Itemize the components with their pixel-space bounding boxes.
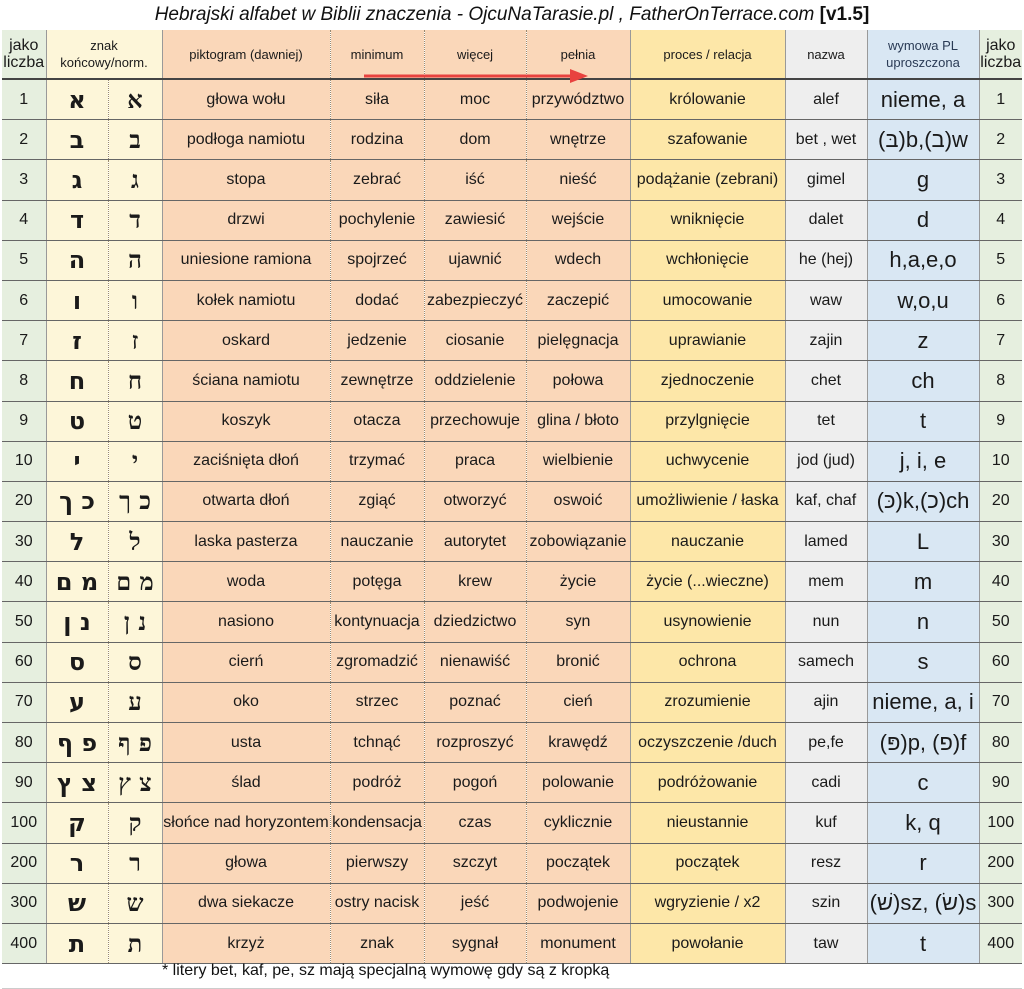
row-minimum: potęga (330, 562, 424, 602)
row-letter-normal: ג (108, 160, 162, 200)
row-number-right: 60 (979, 642, 1022, 682)
row-minimum: dodać (330, 280, 424, 320)
row-process: życie (...wieczne) (630, 562, 785, 602)
row-process: powołanie (630, 923, 785, 963)
row-letter-normal: ק (108, 803, 162, 843)
row-full: pielęgnacja (526, 321, 630, 361)
row-pronunciation: h,a,e,o (867, 240, 979, 280)
row-number-right: 2 (979, 120, 1022, 160)
row-more: praca (424, 441, 526, 481)
header-minimum: minimum (330, 30, 424, 79)
row-letter-final: ע (46, 682, 108, 722)
row-pronunciation: g (867, 160, 979, 200)
row-pronunciation: s (867, 642, 979, 682)
row-letter-final: א (46, 79, 108, 120)
table-row (2, 723, 1022, 763)
row-name: kuf (785, 803, 867, 843)
row-letter-final: ש (46, 883, 108, 923)
row-minimum: spojrzeć (330, 240, 424, 280)
table-row (2, 120, 1022, 160)
row-letter-final: ח (46, 361, 108, 401)
row-more: sygnał (424, 923, 526, 963)
row-number-right: 4 (979, 200, 1022, 240)
row-name: dalet (785, 200, 867, 240)
row-full: oswoić (526, 481, 630, 521)
row-process: nauczanie (630, 522, 785, 562)
row-name: taw (785, 923, 867, 963)
row-minimum: kontynuacja (330, 602, 424, 642)
table-row (2, 642, 1022, 682)
row-minimum: nauczanie (330, 522, 424, 562)
row-pictogram: uniesione ramiona (162, 240, 330, 280)
row-number: 5 (2, 240, 46, 280)
table-row (2, 562, 1022, 602)
row-pronunciation: L (867, 522, 979, 562)
row-process: wchłonięcie (630, 240, 785, 280)
row-minimum: pochylenie (330, 200, 424, 240)
row-name: mem (785, 562, 867, 602)
row-number: 60 (2, 642, 46, 682)
header-num-right: jako liczba (979, 30, 1022, 79)
row-name: tet (785, 401, 867, 441)
table-row (2, 843, 1022, 883)
row-more: ujawnić (424, 240, 526, 280)
row-pronunciation: n (867, 602, 979, 642)
row-name: gimel (785, 160, 867, 200)
row-pictogram: zaciśnięta dłoń (162, 441, 330, 481)
table-row (2, 602, 1022, 642)
row-more: krew (424, 562, 526, 602)
row-number: 9 (2, 401, 46, 441)
row-full: zobowiązanie (526, 522, 630, 562)
row-minimum: jedzenie (330, 321, 424, 361)
row-minimum: siła (330, 79, 424, 120)
table-row (2, 883, 1022, 923)
row-minimum: zebrać (330, 160, 424, 200)
row-letter-normal: ר (108, 843, 162, 883)
row-number-right: 20 (979, 481, 1022, 521)
row-number-right: 5 (979, 240, 1022, 280)
row-pronunciation: z (867, 321, 979, 361)
row-letter-final: כ ך (46, 481, 108, 521)
header-more: więcej (424, 30, 526, 79)
row-name: pe,fe (785, 723, 867, 763)
footnote: * litery bet, kaf, pe, sz mają specjalną wymowę gdy są z kropką (162, 962, 610, 979)
row-letter-normal: ת (108, 923, 162, 963)
row-letter-normal: ו (108, 280, 162, 320)
row-pictogram: otwarta dłoń (162, 481, 330, 521)
row-pronunciation: m (867, 562, 979, 602)
header-name: nazwa (785, 30, 867, 79)
row-more: oddzielenie (424, 361, 526, 401)
row-pronunciation: c (867, 763, 979, 803)
row-process: wniknięcie (630, 200, 785, 240)
row-number: 70 (2, 682, 46, 722)
row-number: 30 (2, 522, 46, 562)
row-letter-final: נ ן (46, 602, 108, 642)
row-name: resz (785, 843, 867, 883)
header-letters: znak końcowy/norm. (46, 30, 162, 79)
row-number: 10 (2, 441, 46, 481)
table-row (2, 481, 1022, 521)
table-row (2, 401, 1022, 441)
row-pronunciation: t (867, 923, 979, 963)
row-full: cień (526, 682, 630, 722)
row-letter-final: מ ם (46, 562, 108, 602)
row-full: wnętrze (526, 120, 630, 160)
row-letter-normal: א (108, 79, 162, 120)
row-number: 4 (2, 200, 46, 240)
row-name: lamed (785, 522, 867, 562)
row-number-right: 100 (979, 803, 1022, 843)
row-name: ajin (785, 682, 867, 722)
title-version: [v1.5] (819, 4, 870, 25)
header-full: pełnia (526, 30, 630, 79)
row-letter-final: ט (46, 401, 108, 441)
row-full: wdech (526, 240, 630, 280)
alphabet-table (2, 30, 1022, 964)
row-number: 80 (2, 723, 46, 763)
header-pronunciation: wymowa PL uproszczona (867, 30, 979, 79)
table-row (2, 803, 1022, 843)
row-pronunciation: t (867, 401, 979, 441)
row-pictogram: kołek namiotu (162, 280, 330, 320)
row-more: poznać (424, 682, 526, 722)
row-number-right: 10 (979, 441, 1022, 481)
row-minimum: strzec (330, 682, 424, 722)
row-number-right: 1 (979, 79, 1022, 120)
row-process: początek (630, 843, 785, 883)
row-pronunciation: j, i, e (867, 441, 979, 481)
row-full: bronić (526, 642, 630, 682)
table-row (2, 522, 1022, 562)
row-more: dom (424, 120, 526, 160)
row-letter-normal: ח (108, 361, 162, 401)
row-pictogram: usta (162, 723, 330, 763)
row-number: 20 (2, 481, 46, 521)
row-pictogram: drzwi (162, 200, 330, 240)
row-process: królowanie (630, 79, 785, 120)
row-name: waw (785, 280, 867, 320)
row-process: zrozumienie (630, 682, 785, 722)
row-letter-final: ר (46, 843, 108, 883)
row-full: syn (526, 602, 630, 642)
row-full: krawędź (526, 723, 630, 763)
row-number-right: 7 (979, 321, 1022, 361)
row-more: otworzyć (424, 481, 526, 521)
row-more: jeść (424, 883, 526, 923)
row-minimum: zewnętrze (330, 361, 424, 401)
row-minimum: zgiąć (330, 481, 424, 521)
row-pronunciation: (כּ)k,(כ)ch (867, 481, 979, 521)
row-minimum: rodzina (330, 120, 424, 160)
table-row (2, 763, 1022, 803)
row-process: podróżowanie (630, 763, 785, 803)
row-number-right: 70 (979, 682, 1022, 722)
row-more: zabezpieczyć (424, 280, 526, 320)
table-row (2, 79, 1022, 120)
row-number: 3 (2, 160, 46, 200)
row-letter-final: צ ץ (46, 763, 108, 803)
row-more: przechowuje (424, 401, 526, 441)
row-full: nieść (526, 160, 630, 200)
row-letter-final: ה (46, 240, 108, 280)
row-pronunciation: r (867, 843, 979, 883)
row-letter-normal: ז (108, 321, 162, 361)
row-number: 40 (2, 562, 46, 602)
row-process: oczyszczenie /duch (630, 723, 785, 763)
row-pictogram: oskard (162, 321, 330, 361)
header-num: jako liczba (2, 30, 46, 79)
row-pronunciation: nieme, a, i (867, 682, 979, 722)
row-more: nienawiść (424, 642, 526, 682)
row-name: he (hej) (785, 240, 867, 280)
row-full: początek (526, 843, 630, 883)
row-pronunciation: d (867, 200, 979, 240)
row-letter-normal: ל (108, 522, 162, 562)
row-number-right: 200 (979, 843, 1022, 883)
row-full: połowa (526, 361, 630, 401)
row-minimum: trzymać (330, 441, 424, 481)
row-pictogram: laska pasterza (162, 522, 330, 562)
row-full: zaczepić (526, 280, 630, 320)
table-row (2, 321, 1022, 361)
row-pictogram: stopa (162, 160, 330, 200)
row-letter-final: ג (46, 160, 108, 200)
row-process: nieustannie (630, 803, 785, 843)
row-letter-final: ל (46, 522, 108, 562)
row-pictogram: oko (162, 682, 330, 722)
row-pictogram: dwa siekacze (162, 883, 330, 923)
table-row (2, 160, 1022, 200)
row-pictogram: nasiono (162, 602, 330, 642)
row-process: umocowanie (630, 280, 785, 320)
row-name: jod (jud) (785, 441, 867, 481)
row-letter-normal: ה (108, 240, 162, 280)
row-letter-normal: מ ם (108, 562, 162, 602)
table-row (2, 682, 1022, 722)
row-letter-final: ת (46, 923, 108, 963)
page-title (0, 0, 1024, 30)
row-letter-normal: י (108, 441, 162, 481)
row-minimum: znak (330, 923, 424, 963)
row-letter-normal: ע (108, 682, 162, 722)
row-letter-final: ק (46, 803, 108, 843)
row-name: szin (785, 883, 867, 923)
row-more: czas (424, 803, 526, 843)
row-number-right: 40 (979, 562, 1022, 602)
row-more: rozproszyć (424, 723, 526, 763)
row-pictogram: cierń (162, 642, 330, 682)
row-name: kaf, chaf (785, 481, 867, 521)
row-number-right: 9 (979, 401, 1022, 441)
row-letter-final: ו (46, 280, 108, 320)
table-row (2, 280, 1022, 320)
row-name: cadi (785, 763, 867, 803)
row-letter-final: ס (46, 642, 108, 682)
header-process: proces / relacja (630, 30, 785, 79)
row-more: zawiesić (424, 200, 526, 240)
row-number: 8 (2, 361, 46, 401)
row-letter-final: ז (46, 321, 108, 361)
row-number: 6 (2, 280, 46, 320)
row-number: 1 (2, 79, 46, 120)
row-process: uprawianie (630, 321, 785, 361)
row-number-right: 400 (979, 923, 1022, 963)
row-letter-normal: ד (108, 200, 162, 240)
row-letter-normal: פ ף (108, 723, 162, 763)
table-row (2, 923, 1022, 963)
row-number-right: 8 (979, 361, 1022, 401)
row-number: 300 (2, 883, 46, 923)
row-pictogram: głowa wołu (162, 79, 330, 120)
row-letter-final: י (46, 441, 108, 481)
row-full: życie (526, 562, 630, 602)
row-letter-final: פ ף (46, 723, 108, 763)
row-name: chet (785, 361, 867, 401)
row-pronunciation: (בּ)b,(ב)w (867, 120, 979, 160)
row-minimum: tchnąć (330, 723, 424, 763)
row-pronunciation: w,o,u (867, 280, 979, 320)
row-letter-normal: צ ץ (108, 763, 162, 803)
row-pictogram: podłoga namiotu (162, 120, 330, 160)
row-minimum: podróż (330, 763, 424, 803)
row-minimum: pierwszy (330, 843, 424, 883)
row-full: przywództwo (526, 79, 630, 120)
row-full: wielbienie (526, 441, 630, 481)
row-pronunciation: nieme, a (867, 79, 979, 120)
row-letter-normal: ש (108, 883, 162, 923)
row-minimum: zgromadzić (330, 642, 424, 682)
row-full: podwojenie (526, 883, 630, 923)
row-number: 90 (2, 763, 46, 803)
row-process: przylgnięcie (630, 401, 785, 441)
row-number: 50 (2, 602, 46, 642)
row-pictogram: głowa (162, 843, 330, 883)
table-row (2, 240, 1022, 280)
row-pronunciation: k, q (867, 803, 979, 843)
table-row (2, 441, 1022, 481)
row-process: szafowanie (630, 120, 785, 160)
row-full: polowanie (526, 763, 630, 803)
row-name: zajin (785, 321, 867, 361)
row-number: 7 (2, 321, 46, 361)
row-process: usynowienie (630, 602, 785, 642)
row-letter-normal: כ ך (108, 481, 162, 521)
header-pictogram: piktogram (dawniej) (162, 30, 330, 79)
row-number-right: 30 (979, 522, 1022, 562)
row-pictogram: krzyż (162, 923, 330, 963)
row-letter-final: ב (46, 120, 108, 160)
row-more: iść (424, 160, 526, 200)
row-more: autorytet (424, 522, 526, 562)
row-minimum: otacza (330, 401, 424, 441)
row-letter-final: ד (46, 200, 108, 240)
row-pronunciation: (פּ)p, (פ)f (867, 723, 979, 763)
row-number: 200 (2, 843, 46, 883)
row-more: pogoń (424, 763, 526, 803)
row-process: uchwycenie (630, 441, 785, 481)
row-process: umożliwienie / łaska (630, 481, 785, 521)
row-pictogram: słońce nad horyzontem (162, 803, 330, 843)
row-name: alef (785, 79, 867, 120)
row-number-right: 80 (979, 723, 1022, 763)
row-letter-normal: ט (108, 401, 162, 441)
row-number-right: 300 (979, 883, 1022, 923)
row-letter-normal: ס (108, 642, 162, 682)
arrow-icon (362, 68, 592, 84)
row-number: 2 (2, 120, 46, 160)
row-number-right: 90 (979, 763, 1022, 803)
row-process: ochrona (630, 642, 785, 682)
row-process: zjednoczenie (630, 361, 785, 401)
row-name: samech (785, 642, 867, 682)
row-pictogram: ściana namiotu (162, 361, 330, 401)
row-full: monument (526, 923, 630, 963)
row-number: 400 (2, 923, 46, 963)
row-full: glina / błoto (526, 401, 630, 441)
row-letter-normal: ב (108, 120, 162, 160)
row-number-right: 3 (979, 160, 1022, 200)
row-name: bet , wet (785, 120, 867, 160)
row-more: ciosanie (424, 321, 526, 361)
row-pronunciation: ch (867, 361, 979, 401)
table-row (2, 361, 1022, 401)
row-number-right: 50 (979, 602, 1022, 642)
row-full: cyklicznie (526, 803, 630, 843)
row-name: nun (785, 602, 867, 642)
row-pronunciation: (שׁ)sz, (שׂ)s (867, 883, 979, 923)
row-minimum: ostry nacisk (330, 883, 424, 923)
row-full: wejście (526, 200, 630, 240)
row-pictogram: koszyk (162, 401, 330, 441)
table-row (2, 200, 1022, 240)
row-letter-normal: נ ן (108, 602, 162, 642)
row-process: podążanie (zebrani) (630, 160, 785, 200)
row-minimum: kondensacja (330, 803, 424, 843)
row-process: wgryzienie / x2 (630, 883, 785, 923)
row-pictogram: ślad (162, 763, 330, 803)
row-number: 100 (2, 803, 46, 843)
row-pictogram: woda (162, 562, 330, 602)
title-text: Hebrajski alfabet w Biblii znaczenia - OjcuNaTarasie.pl , FatherOnTerrace.com (154, 4, 815, 25)
row-more: szczyt (424, 843, 526, 883)
row-number-right: 6 (979, 280, 1022, 320)
row-more: moc (424, 79, 526, 120)
row-more: dziedzictwo (424, 602, 526, 642)
